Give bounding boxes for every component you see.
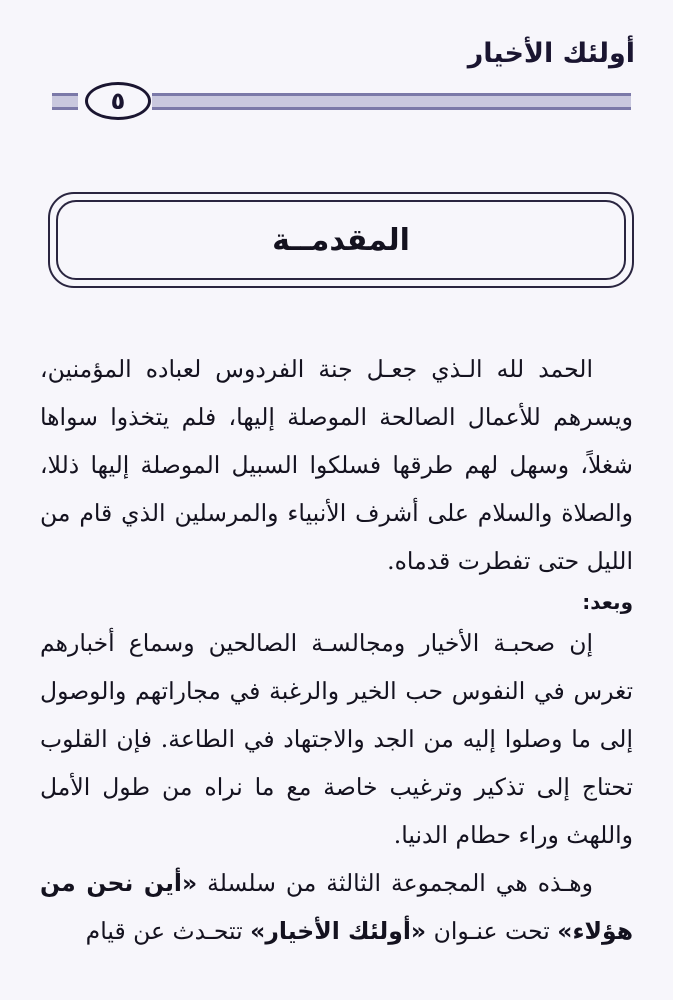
series-title: «أين نحن من هؤلاء» — [40, 869, 633, 945]
body-text — [40, 345, 633, 955]
rule-short-bar — [52, 93, 78, 110]
paragraph-intro: الحمد لله الـذي جعـل جنة الفردوس لعباده المؤمنين، ويسرهم للأعمال الصالحة الموصلة إليها، فلم يتخذوا سواها شغلاً، وسهل لهم طرقها فسلكوا السبيل الموصلة إليها ذللا، والصلاة والسلام على أشرف الأنبياء والمرسلين الذي قام من الليل حتى تفطرت قدماه. — [40, 355, 633, 575]
header-rule — [52, 86, 631, 115]
rule-long-bar — [152, 93, 631, 110]
running-title: أولئك الأخيار — [467, 38, 635, 69]
series-text-2: تحت عنـوان — [433, 917, 550, 945]
subheading: وبعد: — [582, 590, 633, 614]
paragraph-series — [40, 859, 633, 955]
section-title: المقدمــة — [272, 222, 410, 258]
book-title: «أولئك الأخيار» — [250, 917, 427, 945]
section-title-frame — [48, 192, 634, 288]
page-number: ٥ — [85, 82, 151, 120]
series-text-1: وهـذه هي المجموعة الثالثة من سلسلة — [207, 869, 593, 897]
section-title-inner-frame — [56, 200, 626, 280]
paragraph-main: إن صحبـة الأخيار ومجالسـة الصالحين وسماع أخبارهم تغرس في النفوس حب الخير والرغبة في مجاراتهم والوصول إلى ما وصلوا إليه من الجد والاجتهاد في الطاعة. فإن القلوب تحتاج إلى تذكير وترغيب خاصة مع ما نراه من طول الأمل واللهث وراء حطام الدنيا. — [40, 629, 633, 849]
series-text-3: تتحـدث عن قيام — [85, 917, 243, 945]
